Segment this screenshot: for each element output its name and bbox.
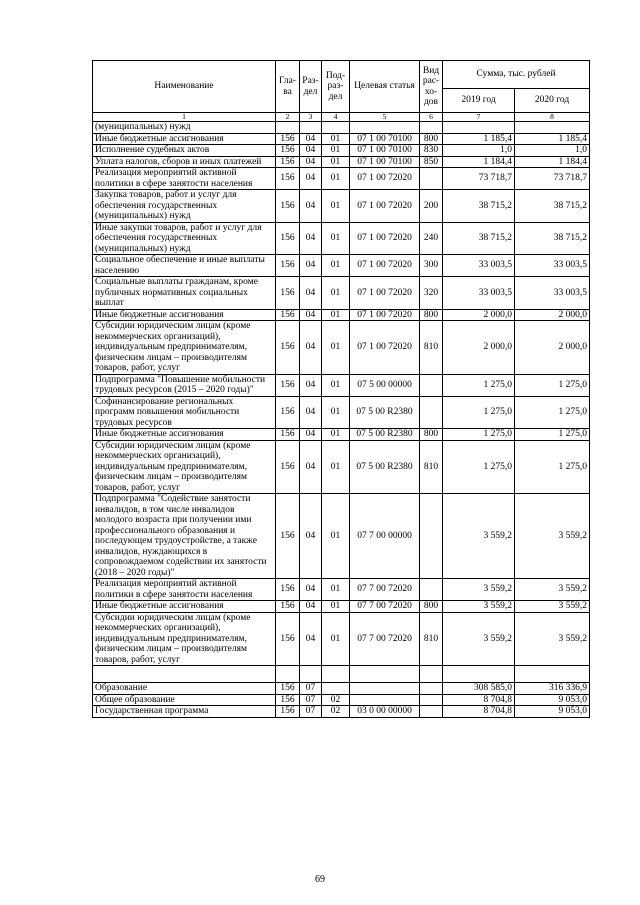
cell-name: Общее образование — [93, 694, 276, 706]
cell-statya: 07 1 00 72020 — [350, 277, 420, 310]
table-row — [93, 145, 590, 157]
cell-glava — [276, 122, 300, 134]
cell-statya: 07 5 00 R2380 — [350, 440, 420, 494]
cell-podrazdel: 01 — [322, 190, 350, 223]
cell-name: Реализация мероприятий активной политики в сфере занятости населения — [93, 579, 276, 601]
cell-statya: 07 1 00 72020 — [350, 321, 420, 375]
cell-podrazdel: 01 — [322, 429, 350, 441]
cell-sum-2020: 9 053,0 — [515, 706, 590, 718]
cell-podrazdel — [322, 683, 350, 695]
cell-razdel: 04 — [300, 494, 322, 579]
cell-podrazdel: 01 — [322, 222, 350, 255]
cell-glava: 156 — [276, 321, 300, 375]
cell-sum-2020: 1 275,0 — [515, 374, 590, 396]
cell-name: Иные бюджетные ассигнования — [93, 601, 276, 613]
cell-name — [93, 666, 276, 683]
header-2019: 2019 год — [443, 89, 515, 113]
cell-statya: 07 1 00 70100 — [350, 156, 420, 168]
table-row — [93, 440, 590, 494]
cell-glava: 156 — [276, 156, 300, 168]
cell-glava — [276, 666, 300, 683]
cell-sum-2020: 1,0 — [515, 145, 590, 157]
cell-sum-2020: 3 559,2 — [515, 601, 590, 613]
cell-name: Субсидии юридическим лицам (кроме некоммерческих организаций), индивидуальным предпринимателям, физическим лицам – производителям товаров, работ, услуг — [93, 612, 276, 666]
cell-podrazdel: 01 — [322, 374, 350, 396]
cell-razdel: 04 — [300, 277, 322, 310]
cell-sum-2019 — [443, 122, 515, 134]
cell-sum-2020: 2 000,0 — [515, 321, 590, 375]
cell-sum-2019: 1 275,0 — [443, 374, 515, 396]
table-header — [93, 61, 590, 122]
cell-name: Исполнение судебных актов — [93, 145, 276, 157]
cell-razdel: 07 — [300, 683, 322, 695]
column-number: 7 — [443, 113, 515, 122]
cell-glava: 156 — [276, 494, 300, 579]
cell-sum-2019: 1 275,0 — [443, 440, 515, 494]
cell-razdel: 04 — [300, 222, 322, 255]
table-row — [93, 494, 590, 579]
cell-sum-2019: 33 003,5 — [443, 255, 515, 277]
cell-name: Подпрограмма "Содействие занятости инвалидов, в том числе инвалидов молодого возраста при получении ими профессионального образования и последующем трудоустройстве, а также инвалидов, нуждающихся в сопровождаемом содействии их занятости (2018 – 2020 годы)" — [93, 494, 276, 579]
table-row — [93, 168, 590, 190]
cell-glava: 156 — [276, 222, 300, 255]
cell-vid — [420, 396, 443, 429]
table-row — [93, 190, 590, 223]
column-number: 5 — [350, 113, 420, 122]
cell-statya: 07 7 00 72020 — [350, 579, 420, 601]
table-row — [93, 429, 590, 441]
cell-vid — [420, 374, 443, 396]
table-row — [93, 156, 590, 168]
table-row — [93, 396, 590, 429]
cell-sum-2019: 3 559,2 — [443, 601, 515, 613]
cell-vid — [420, 122, 443, 134]
cell-razdel: 04 — [300, 156, 322, 168]
cell-sum-2020: 3 559,2 — [515, 612, 590, 666]
cell-razdel: 04 — [300, 168, 322, 190]
table-row — [93, 374, 590, 396]
cell-name: Социальные выплаты гражданам, кроме публичных нормативных социальных выплат — [93, 277, 276, 310]
cell-name: Уплата налогов, сборов и иных платежей — [93, 156, 276, 168]
header-statya: Целевая статья — [350, 61, 420, 113]
page-number: 69 — [315, 874, 325, 885]
cell-sum-2020: 3 559,2 — [515, 494, 590, 579]
cell-vid: 800 — [420, 309, 443, 321]
cell-statya: 07 1 00 70100 — [350, 145, 420, 157]
cell-statya — [350, 683, 420, 695]
cell-vid — [420, 666, 443, 683]
cell-sum-2020: 1 275,0 — [515, 440, 590, 494]
table-row — [93, 222, 590, 255]
cell-sum-2020: 1 275,0 — [515, 396, 590, 429]
cell-razdel — [300, 666, 322, 683]
cell-razdel: 07 — [300, 706, 322, 718]
column-number: 2 — [276, 113, 300, 122]
cell-sum-2019: 3 559,2 — [443, 612, 515, 666]
cell-razdel: 04 — [300, 321, 322, 375]
table-row — [93, 321, 590, 375]
cell-podrazdel: 01 — [322, 579, 350, 601]
cell-podrazdel: 01 — [322, 612, 350, 666]
table-row — [93, 122, 590, 134]
header-vid: Вид рас-хо-дов — [420, 61, 443, 113]
cell-vid — [420, 494, 443, 579]
cell-vid — [420, 706, 443, 718]
table-row — [93, 579, 590, 601]
cell-razdel: 04 — [300, 255, 322, 277]
cell-vid — [420, 694, 443, 706]
table-row — [93, 133, 590, 145]
cell-statya: 07 1 00 72020 — [350, 190, 420, 223]
cell-sum-2019: 1 275,0 — [443, 396, 515, 429]
cell-sum-2020: 38 715,2 — [515, 190, 590, 223]
cell-statya: 07 1 00 70100 — [350, 133, 420, 145]
cell-glava: 156 — [276, 429, 300, 441]
header-podrazdel: Под-раз-дел — [322, 61, 350, 113]
cell-razdel — [300, 122, 322, 134]
cell-vid: 200 — [420, 190, 443, 223]
cell-podrazdel: 01 — [322, 396, 350, 429]
cell-podrazdel: 01 — [322, 321, 350, 375]
column-number: 1 — [93, 113, 276, 122]
column-number: 3 — [300, 113, 322, 122]
cell-podrazdel: 01 — [322, 168, 350, 190]
cell-sum-2019: 38 715,2 — [443, 222, 515, 255]
header-summa: Сумма, тыс. рублей — [443, 61, 590, 89]
cell-podrazdel: 01 — [322, 156, 350, 168]
budget-table — [92, 60, 590, 718]
cell-glava: 156 — [276, 694, 300, 706]
cell-sum-2020: 316 336,9 — [515, 683, 590, 695]
cell-vid: 800 — [420, 429, 443, 441]
column-number: 6 — [420, 113, 443, 122]
cell-vid — [420, 683, 443, 695]
cell-vid: 810 — [420, 440, 443, 494]
table-row — [93, 612, 590, 666]
cell-sum-2020: 33 003,5 — [515, 277, 590, 310]
cell-razdel: 04 — [300, 612, 322, 666]
cell-vid — [420, 579, 443, 601]
cell-name: Софинансирование региональных программ повышения мобильности трудовых ресурсов — [93, 396, 276, 429]
cell-glava: 156 — [276, 440, 300, 494]
cell-podrazdel: 01 — [322, 494, 350, 579]
cell-name: (муниципальных) нужд — [93, 122, 276, 134]
cell-vid: 240 — [420, 222, 443, 255]
cell-sum-2020 — [515, 122, 590, 134]
header-name: Наименование — [93, 61, 276, 113]
cell-name: Иные бюджетные ассигнования — [93, 133, 276, 145]
cell-razdel: 04 — [300, 374, 322, 396]
cell-glava: 156 — [276, 579, 300, 601]
cell-sum-2019 — [443, 666, 515, 683]
cell-vid: 810 — [420, 321, 443, 375]
cell-sum-2020: 1 275,0 — [515, 429, 590, 441]
cell-sum-2019: 3 559,2 — [443, 579, 515, 601]
cell-statya: 07 7 00 72020 — [350, 601, 420, 613]
cell-sum-2019: 33 003,5 — [443, 277, 515, 310]
cell-podrazdel: 01 — [322, 255, 350, 277]
table-row — [93, 309, 590, 321]
cell-name: Субсидии юридическим лицам (кроме некоммерческих организаций), индивидуальным предпринимателям, физическим лицам – производителям товаров, работ, услуг — [93, 321, 276, 375]
cell-podrazdel: 01 — [322, 601, 350, 613]
cell-razdel: 04 — [300, 579, 322, 601]
table-row — [93, 666, 590, 683]
cell-name: Государственная программа — [93, 706, 276, 718]
table-row — [93, 706, 590, 718]
cell-sum-2019: 38 715,2 — [443, 190, 515, 223]
budget-table-container — [92, 60, 589, 718]
cell-podrazdel: 01 — [322, 145, 350, 157]
column-number: 4 — [322, 113, 350, 122]
cell-name: Подпрограмма "Повышение мобильности трудовых ресурсов (2015 – 2020 годы)" — [93, 374, 276, 396]
cell-statya — [350, 122, 420, 134]
cell-name: Закупка товаров, работ и услуг для обеспечения государственных (муниципальных) нужд — [93, 190, 276, 223]
cell-glava: 156 — [276, 601, 300, 613]
cell-sum-2020: 73 718,7 — [515, 168, 590, 190]
cell-statya: 07 5 00 R2380 — [350, 429, 420, 441]
column-number: 8 — [515, 113, 590, 122]
cell-razdel: 04 — [300, 440, 322, 494]
cell-sum-2019: 1 185,4 — [443, 133, 515, 145]
header-2020: 2020 год — [515, 89, 590, 113]
cell-vid: 850 — [420, 156, 443, 168]
cell-podrazdel: 02 — [322, 706, 350, 718]
table-row — [93, 277, 590, 310]
cell-vid — [420, 168, 443, 190]
cell-sum-2020: 9 053,0 — [515, 694, 590, 706]
cell-name: Субсидии юридическим лицам (кроме некоммерческих организаций), индивидуальным предпринимателям, физическим лицам – производителям товаров, работ, услуг — [93, 440, 276, 494]
cell-vid: 810 — [420, 612, 443, 666]
cell-vid: 800 — [420, 133, 443, 145]
cell-podrazdel: 01 — [322, 309, 350, 321]
cell-statya: 07 7 00 00000 — [350, 494, 420, 579]
cell-sum-2019: 308 585,0 — [443, 683, 515, 695]
cell-statya: 07 7 00 72020 — [350, 612, 420, 666]
cell-statya: 07 1 00 72020 — [350, 168, 420, 190]
table-row — [93, 601, 590, 613]
cell-sum-2019: 2 000,0 — [443, 309, 515, 321]
cell-name: Иные бюджетные ассигнования — [93, 429, 276, 441]
cell-sum-2019: 3 559,2 — [443, 494, 515, 579]
cell-razdel: 04 — [300, 133, 322, 145]
cell-statya: 07 5 00 R2380 — [350, 396, 420, 429]
cell-glava: 156 — [276, 706, 300, 718]
cell-vid: 830 — [420, 145, 443, 157]
cell-sum-2019: 73 718,7 — [443, 168, 515, 190]
cell-glava: 156 — [276, 683, 300, 695]
cell-razdel: 04 — [300, 601, 322, 613]
cell-glava: 156 — [276, 145, 300, 157]
cell-razdel: 04 — [300, 309, 322, 321]
cell-podrazdel: 01 — [322, 440, 350, 494]
cell-glava: 156 — [276, 190, 300, 223]
column-numbers-row — [93, 113, 590, 122]
header-razdel: Раз-дел — [300, 61, 322, 113]
cell-podrazdel — [322, 666, 350, 683]
cell-podrazdel — [322, 122, 350, 134]
header-glava: Гла-ва — [276, 61, 300, 113]
cell-statya: 07 1 00 72020 — [350, 222, 420, 255]
cell-name: Иные закупки товаров, работ и услуг для обеспечения государственных (муниципальных) нужд — [93, 222, 276, 255]
cell-name: Образование — [93, 683, 276, 695]
cell-sum-2020: 2 000,0 — [515, 309, 590, 321]
cell-sum-2020: 33 003,5 — [515, 255, 590, 277]
cell-glava: 156 — [276, 133, 300, 145]
table-row — [93, 255, 590, 277]
cell-glava: 156 — [276, 255, 300, 277]
cell-podrazdel: 02 — [322, 694, 350, 706]
table-row — [93, 694, 590, 706]
cell-sum-2019: 1,0 — [443, 145, 515, 157]
cell-vid: 800 — [420, 601, 443, 613]
cell-statya — [350, 694, 420, 706]
cell-razdel: 04 — [300, 429, 322, 441]
cell-vid: 320 — [420, 277, 443, 310]
cell-glava: 156 — [276, 612, 300, 666]
cell-podrazdel: 01 — [322, 277, 350, 310]
cell-vid: 300 — [420, 255, 443, 277]
cell-glava: 156 — [276, 309, 300, 321]
cell-statya: 07 1 00 72020 — [350, 309, 420, 321]
cell-razdel: 04 — [300, 145, 322, 157]
cell-sum-2020: 3 559,2 — [515, 579, 590, 601]
cell-sum-2020: 38 715,2 — [515, 222, 590, 255]
cell-statya — [350, 666, 420, 683]
cell-glava: 156 — [276, 396, 300, 429]
cell-glava: 156 — [276, 168, 300, 190]
cell-glava: 156 — [276, 277, 300, 310]
cell-name: Реализация мероприятий активной политики в сфере занятости населения — [93, 168, 276, 190]
cell-podrazdel: 01 — [322, 133, 350, 145]
cell-sum-2020 — [515, 666, 590, 683]
cell-name: Социальное обеспечение и иные выплаты населению — [93, 255, 276, 277]
cell-sum-2019: 8 704,8 — [443, 694, 515, 706]
cell-glava: 156 — [276, 374, 300, 396]
cell-sum-2020: 1 184,4 — [515, 156, 590, 168]
cell-sum-2019: 1 275,0 — [443, 429, 515, 441]
cell-razdel: 04 — [300, 396, 322, 429]
table-body — [93, 122, 590, 718]
table-row — [93, 683, 590, 695]
cell-sum-2019: 2 000,0 — [443, 321, 515, 375]
cell-razdel: 07 — [300, 694, 322, 706]
cell-sum-2019: 1 184,4 — [443, 156, 515, 168]
cell-razdel: 04 — [300, 190, 322, 223]
cell-statya: 07 1 00 72020 — [350, 255, 420, 277]
cell-sum-2020: 1 185,4 — [515, 133, 590, 145]
cell-statya: 03 0 00 00000 — [350, 706, 420, 718]
cell-name: Иные бюджетные ассигнования — [93, 309, 276, 321]
cell-sum-2019: 8 704,8 — [443, 706, 515, 718]
cell-statya: 07 5 00 00000 — [350, 374, 420, 396]
